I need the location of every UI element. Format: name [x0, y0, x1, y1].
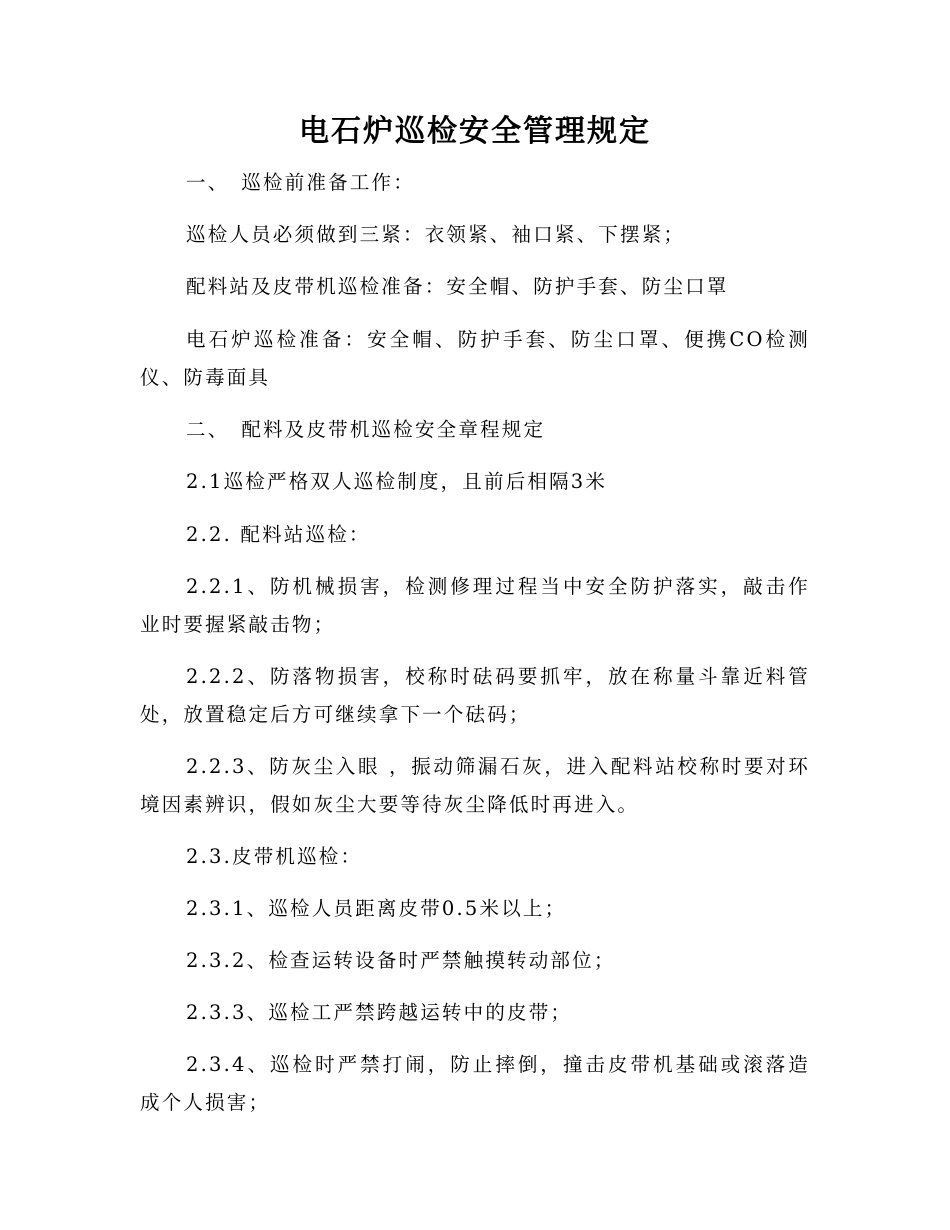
paragraph: 2.2. 配料站巡检：: [186, 523, 371, 546]
paragraph: 2.2.1、防机械损害，检测修理过程当中安全防护落实，敲击作业时要握紧敲击物；: [140, 575, 810, 636]
paragraph: 电石炉巡检准备：安全帽、防护手套、防尘口罩、便携CO检测仪、防毒面具: [140, 328, 810, 389]
paragraph: 2.1巡检严格双人巡检制度，且前后相隔3米: [186, 470, 608, 493]
paragraph: 2.3.1、巡检人员距离皮带0.5米以上；: [186, 897, 567, 920]
paragraph: 巡检人员必须做到三紧：衣领紧、袖口紧、下摆紧；: [186, 223, 686, 246]
section-heading-2: 二、 配料及皮带机巡检安全章程规定: [186, 418, 546, 441]
document-title: 电石炉巡检安全管理规定: [299, 114, 651, 149]
section-heading-1: 一、 巡检前准备工作：: [186, 171, 415, 194]
paragraph: 2.3.皮带机巡检：: [186, 845, 363, 868]
paragraph: 2.3.3、巡检工严禁跨越运转中的皮带；: [186, 1001, 573, 1024]
paragraph: 2.2.2、防落物损害，校称时砝码要抓牢，放在称量斗靠近料管处，放置稳定后方可继续拿下一个砝码；: [140, 665, 810, 726]
paragraph: 2.2.3、防灰尘入眼 ，振动筛漏石灰，进入配料站校称时要对环境因素辨识，假如灰尘大要等待灰尘降低时再进入。: [140, 755, 810, 816]
paragraph: 2.3.2、检查运转设备时严禁触摸转动部位；: [186, 949, 616, 972]
paragraph: 2.3.4、巡检时严禁打闹，防止摔倒，撞击皮带机基础或滚落造成个人损害；: [140, 1053, 810, 1114]
paragraph: 配料站及皮带机巡检准备：安全帽、防护手套、防尘口罩: [186, 275, 729, 298]
